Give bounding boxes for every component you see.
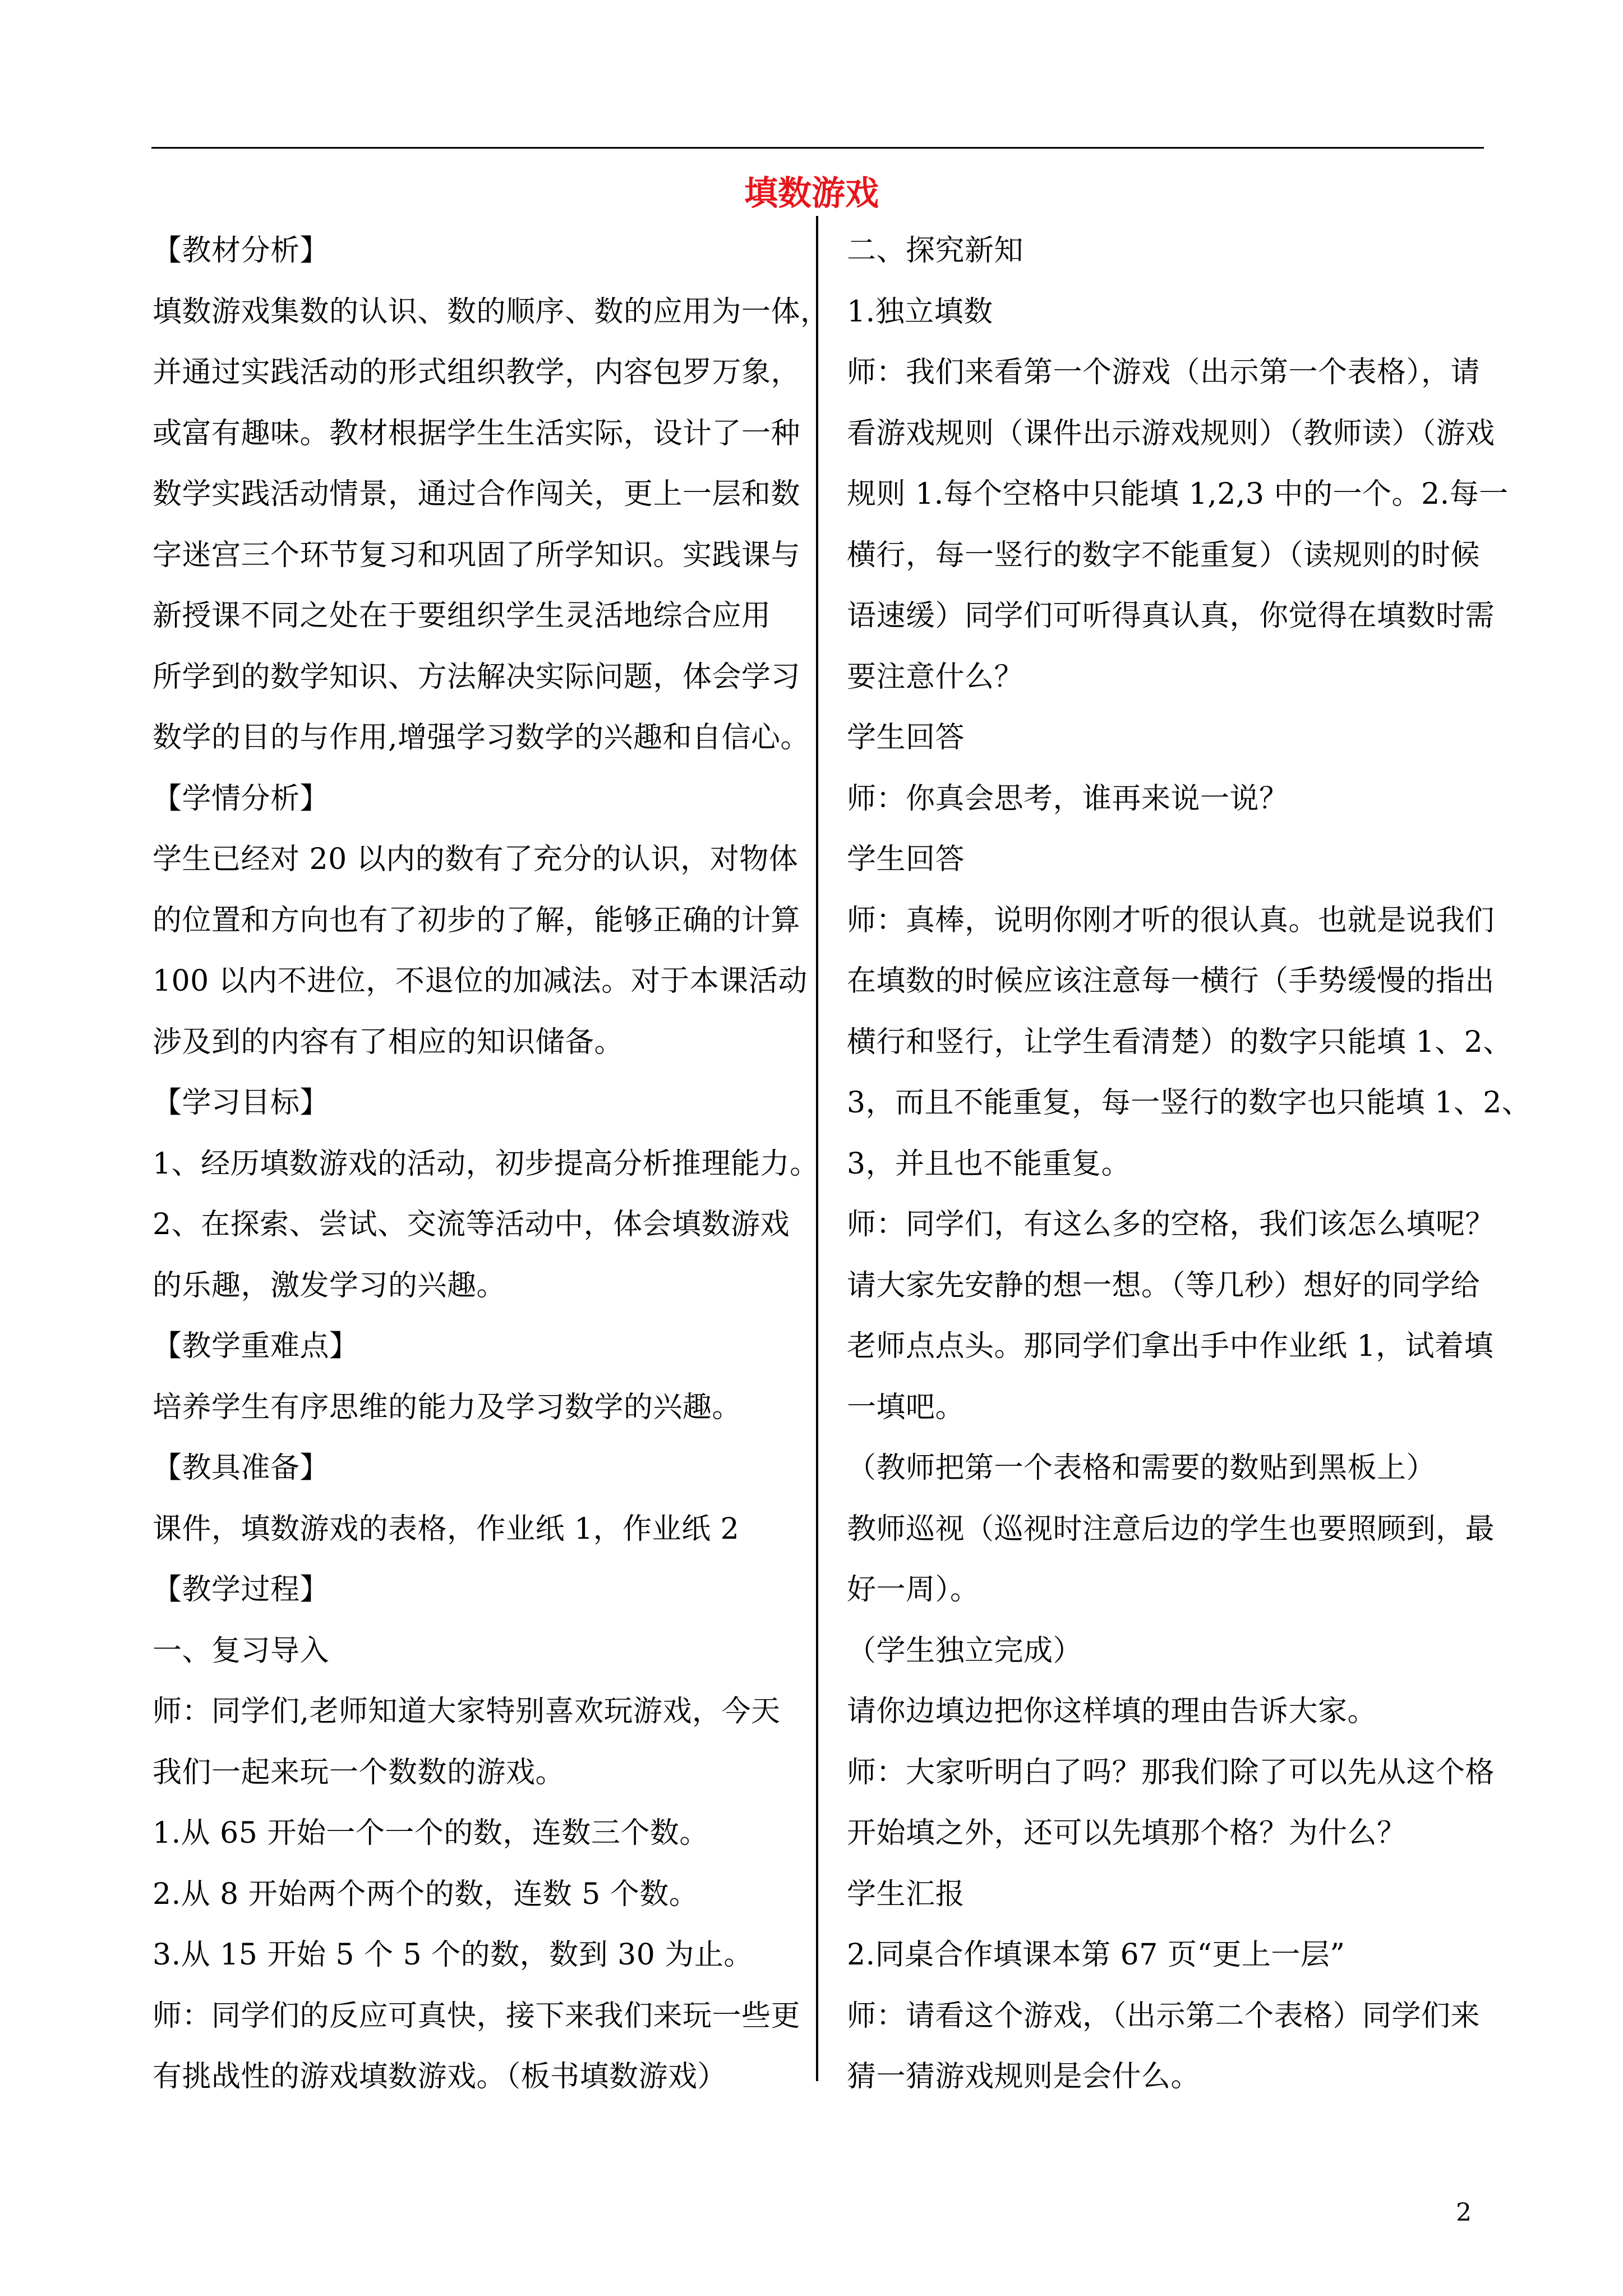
right-column-text-line: 请你边填边把你这样填的理由告诉大家。 — [847, 1695, 1377, 1728]
page-number: 2 — [1456, 2198, 1472, 2227]
left-column-text-line: 2、在探索、尝试、交流等活动中，体会填数游戏 — [153, 1208, 790, 1241]
left-column-text-line: 课件，填数游戏的表格，作业纸 1，作业纸 2 — [153, 1512, 740, 1546]
left-column-text-line: 涉及到的内容有了相应的知识储备。 — [153, 1025, 624, 1059]
left-column-text-line: 字迷宫三个环节复习和巩固了所学知识。实践课与 — [153, 538, 801, 572]
right-column-text-line: 要注意什么？ — [847, 660, 1024, 694]
left-column-text-line: 师：同学们,老师知道大家特别喜欢玩游戏，今天 — [153, 1695, 781, 1728]
right-column-text-line: 学生回答 — [847, 721, 965, 754]
right-column-text-line: 3，而且不能重复，每一竖行的数字也只能填 1、2、 — [847, 1086, 1532, 1120]
left-column — [153, 227, 830, 2114]
right-column-text-line: 1.独立填数 — [847, 295, 993, 329]
right-column-text-line: 师：你真会思考，谁再来说一说？ — [847, 781, 1289, 816]
left-column-text-line: 【教学重难点】 — [153, 1329, 359, 1363]
right-column-text-line: （学生独立完成） — [847, 1634, 1083, 1668]
left-column-text-line: 1、经历填数游戏的活动，初步提高分析推理能力。 — [153, 1147, 819, 1181]
left-column-text-line: 并通过实践活动的形式组织教学，内容包罗万象， — [153, 356, 801, 389]
right-column-text-line: 教师巡视（巡视时注意后边的学生也要照顾到，最 — [847, 1512, 1495, 1546]
right-column-text-line: 师：同学们，有这么多的空格，我们该怎么填呢？ — [847, 1208, 1495, 1241]
right-column-text-line: 老师点点头。那同学们拿出手中作业纸 1，试着填 — [847, 1329, 1494, 1363]
left-column-text-line: 100 以内不进位，不退位的加减法。对于本课活动 — [153, 964, 808, 998]
document-title: 填数游戏 — [744, 174, 879, 213]
right-column-text-line: 看游戏规则（课件出示游戏规则）（教师读）（游戏 — [847, 416, 1495, 450]
right-column-text-line: 2.同桌合作填课本第 67 页“更上一层” — [847, 1938, 1345, 1972]
right-column-text-line: 师：请看这个游戏，（出示第二个表格）同学们来 — [847, 1999, 1481, 2033]
right-column-text-line: 好一周）。 — [847, 1573, 980, 1607]
left-column-text-line: 所学到的数学知识、方法解决实际问题，体会学习 — [153, 660, 801, 694]
right-column-text-line: 二、探究新知 — [847, 234, 1024, 268]
right-column-text-line: 猜一猜游戏规则是会什么。 — [847, 2060, 1201, 2093]
left-column-text-line: 【教材分析】 — [153, 234, 330, 268]
left-column-text-line: 的乐趣，激发学习的兴趣。 — [153, 1268, 506, 1303]
left-column-text-line: 或富有趣味。教材根据学生生活实际，设计了一种 — [153, 416, 801, 450]
left-column-text-line: 的位置和方向也有了初步的了解，能够正确的计算 — [153, 903, 801, 937]
left-column-text-line: 数学的目的与作用,增强学习数学的兴趣和自信心。 — [153, 721, 810, 754]
left-column-text-line: 【学习目标】 — [153, 1086, 330, 1120]
right-column-text-line: 师：大家听明白了吗？那我们除了可以先从这个格 — [847, 1755, 1495, 1789]
right-column-text-line: 学生汇报 — [847, 1877, 965, 1911]
right-column-text-line: （教师把第一个表格和需要的数贴到黑板上） — [847, 1451, 1436, 1485]
left-column-text-line: 【教具准备】 — [153, 1451, 330, 1485]
left-column-text-line: 新授课不同之处在于要组织学生灵活地综合应用 — [153, 599, 771, 633]
right-column-text-line: 横行和竖行，让学生看清楚）的数字只能填 1、2、 — [847, 1025, 1513, 1059]
header-rule — [151, 147, 1484, 149]
left-column-text-line: 【学情分析】 — [153, 781, 330, 816]
right-column-text-line: 在填数的时候应该注意每一横行（手势缓慢的指出 — [847, 964, 1495, 998]
right-column-text-line: 开始填之外，还可以先填那个格？为什么？ — [847, 1816, 1407, 1850]
right-column-text-line: 请大家先安静的想一想。（等几秒）想好的同学给 — [847, 1268, 1481, 1303]
right-column-text-line: 语速缓）同学们可听得真认真，你觉得在填数时需 — [847, 599, 1495, 633]
right-column-text-line: 3，并且也不能重复。 — [847, 1147, 1131, 1181]
left-column-text-line: 数学实践活动情景，通过合作闯关，更上一层和数 — [153, 477, 801, 511]
left-column-text-line: 3.从 15 开始 5 个 5 个的数，数到 30 为止。 — [153, 1938, 753, 1972]
left-column-text-line: 学生已经对 20 以内的数有了充分的认识，对物体 — [153, 843, 799, 876]
left-column-text-line: 有挑战性的游戏填数游戏。（板书填数游戏） — [153, 2060, 727, 2093]
left-column-text-line: 我们一起来玩一个数数的游戏。 — [153, 1755, 565, 1789]
left-column-text-line: 填数游戏集数的认识、数的顺序、数的应用为一体， — [153, 295, 830, 329]
left-column-text-line: 1.从 65 开始一个一个的数，连数三个数。 — [153, 1816, 709, 1850]
right-column-text-line: 学生回答 — [847, 843, 965, 876]
right-column — [847, 227, 1532, 2114]
left-column-text-line: 培养学生有序思维的能力及学习数学的兴趣。 — [153, 1390, 742, 1424]
left-column-text-line: 一、复习导入 — [153, 1634, 330, 1668]
left-column-text-line: 2.从 8 开始两个两个的数，连数 5 个数。 — [153, 1877, 699, 1911]
right-column-text-line: 规则 1.每个空格中只能填 1,2,3 中的一个。2.每一 — [847, 477, 1509, 511]
right-column-text-line: 横行，每一竖行的数字不能重复）（读规则的时候 — [847, 538, 1481, 572]
right-column-text-line: 一填吧。 — [847, 1390, 965, 1424]
right-column-text-line: 师：我们来看第一个游戏（出示第一个表格），请 — [847, 356, 1481, 389]
right-column-text-line: 师：真棒，说明你刚才听的很认真。也就是说我们 — [847, 903, 1495, 937]
left-column-text-line: 【教学过程】 — [153, 1573, 330, 1607]
left-column-text-line: 师：同学们的反应可真快，接下来我们来玩一些更 — [153, 1999, 801, 2033]
